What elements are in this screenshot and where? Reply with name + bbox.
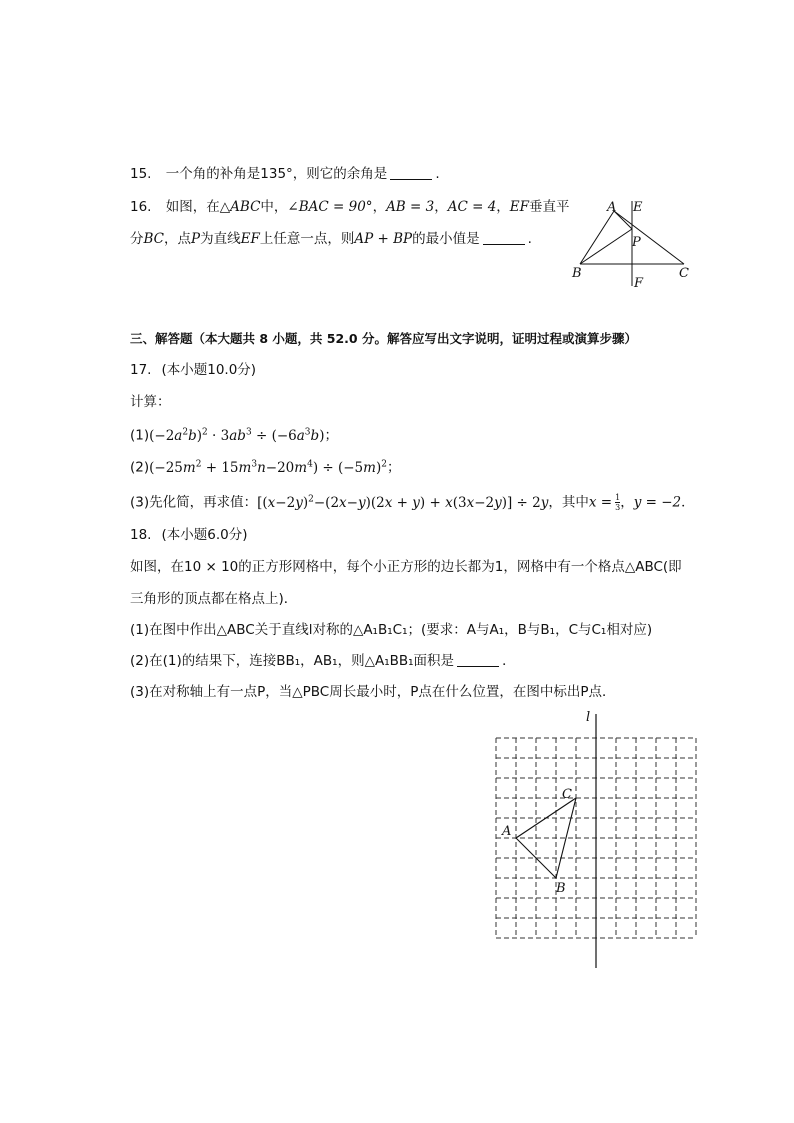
q17-part2-expr: $(-25m^2 + 15m^3n-20m^4) \div (-5m)^2$ — [149, 459, 387, 476]
q16-triangle: △ABC — [219, 199, 261, 215]
q16-label-a: A — [607, 200, 617, 215]
q17-part3: (3)先化简，再求值：$[(x-2y)^2-(2x-y)(2x + y) + x(3x-2y)] \div 2y$，其中x = $\frac{1}{3}$ ，y = −2． — [130, 493, 695, 512]
q17-part3-x: x = — [588, 494, 613, 511]
q17-part2: $(2)(-25m^2 + 15m^3n-20m^4) \div (-5m)^2$； — [130, 459, 401, 476]
q16-ef-2: EF — [240, 231, 260, 247]
q16-line2 — [130, 229, 532, 249]
q18-part2-text: (2)在(1)的结果下，连接BB₁，AB₁，则△A₁BB₁面积是 — [130, 653, 455, 669]
q16-line1: 16. 如图，在△ABC中，∠BAC = 90°，AB = 3，AC = 4，EF垂直平 — [130, 199, 570, 215]
q17-intro: 计算： — [130, 394, 171, 410]
q17-number: 17. — [130, 362, 152, 378]
q17-part3-mid: ，其中 — [548, 494, 589, 511]
q16-end: . — [527, 231, 532, 247]
q16-text-h: 的最小值是 — [412, 231, 480, 247]
q16-seg-ab — [580, 211, 614, 264]
q17-frac-num: 1 — [615, 493, 621, 502]
q17-part1-label: (1) — [130, 427, 150, 444]
q18-part2-end: ． — [502, 653, 516, 669]
section-3-heading: 三、解答题（本大题共 8 小题，共 52.0 分。解答应写出文字说明，证明过程或演算步骤） — [130, 331, 637, 346]
q18-answer-blank[interactable] — [457, 652, 499, 667]
q17-part3-label: (3)先化简，再求值： — [130, 494, 258, 511]
q16-text-e: ，点 — [164, 231, 192, 247]
q16-seg-bp — [580, 229, 632, 264]
q17-frac-den: 3 — [615, 503, 621, 512]
q18-grid-figure — [488, 706, 704, 972]
q16-p: P — [191, 231, 201, 247]
q16-text-a: 如图，在 — [165, 199, 220, 215]
vertex-label-b: B — [556, 881, 566, 896]
q16-label-p: P — [632, 235, 641, 250]
q17-part3-expr: $[(x-2y)^2-(2x-y)(2x + y) + x(3x-2y)] \div 2y$ — [257, 494, 549, 511]
q18-header — [130, 525, 248, 545]
q15-line — [130, 164, 440, 184]
q16-label-e: E — [633, 200, 643, 215]
q16-label-b: B — [572, 266, 582, 281]
q16-label-f: F — [634, 276, 644, 291]
axis-label-l: l — [586, 710, 591, 725]
q16-expr: AP + BP — [354, 231, 413, 247]
q16-bc: BC — [143, 231, 165, 247]
q16-ef: EF — [509, 199, 530, 215]
q17-part1-expr: $(-2a^2b)^2 \cdot 3ab^3 \div (-6a^3b)$ — [149, 427, 325, 444]
q16-label-c: C — [679, 266, 689, 281]
q16-text-g: 上任意一点，则 — [259, 231, 355, 247]
q16-text-d: 分 — [130, 231, 144, 247]
q15-answer-blank[interactable] — [390, 165, 432, 180]
q17-part1: $(1)(-2a^2b)^2 \cdot 3ab^3 \div (-6a^3b)$； — [130, 427, 338, 444]
q18-part2 — [130, 651, 516, 671]
q17-header — [130, 360, 256, 380]
q17-part3-frac — [615, 493, 620, 512]
q16-cond-ab: AB = 3 — [386, 199, 435, 215]
q16-cond-ac: AC = 4 — [447, 199, 497, 215]
q17-score: (本小题10.0分) — [161, 362, 257, 378]
q16-figure — [565, 196, 700, 292]
vertex-label-c: C — [562, 787, 572, 802]
q16-text-c: 垂直平 — [529, 199, 570, 215]
q17-part2-label: (2) — [130, 459, 150, 476]
q16-text-f: 为直线 — [200, 231, 241, 247]
q16-cond-angle: ∠BAC = 90° — [287, 199, 373, 215]
q15-end: . — [435, 166, 440, 182]
q16-answer-blank[interactable] — [483, 230, 525, 245]
q16-number: 16. — [130, 199, 152, 215]
q18-part1: (1)在图中作出△ABC关于直线l对称的△A₁B₁C₁；(要求：A与A₁，B与B₁，C与C₁相对应) — [130, 622, 653, 638]
q18-score: (本小题6.0分) — [161, 527, 248, 543]
q18-number: 18. — [130, 527, 152, 543]
q18-part3: (3)在对称轴上有一点P，当△PBC周长最小时，P点在什么位置，在图中标出P点． — [130, 684, 616, 700]
q16-seg-ap — [614, 211, 632, 229]
vertex-label-a: A — [502, 824, 512, 839]
q17-part3-y: y = −2 — [633, 494, 682, 511]
q18-line1: 如图，在10 × 10的正方形网格中，每个小正方形的边长都为1，网格中有一个格点△ABC(即 — [130, 559, 682, 575]
q16-text-b: 中， — [260, 199, 288, 215]
q18-line2: 三角形的顶点都在格点上)． — [130, 591, 298, 607]
q15-text: 一个角的补角是135°，则它的余角是 — [165, 166, 388, 182]
q15-number: 15. — [130, 166, 152, 182]
q16-seg-ac — [614, 211, 684, 264]
